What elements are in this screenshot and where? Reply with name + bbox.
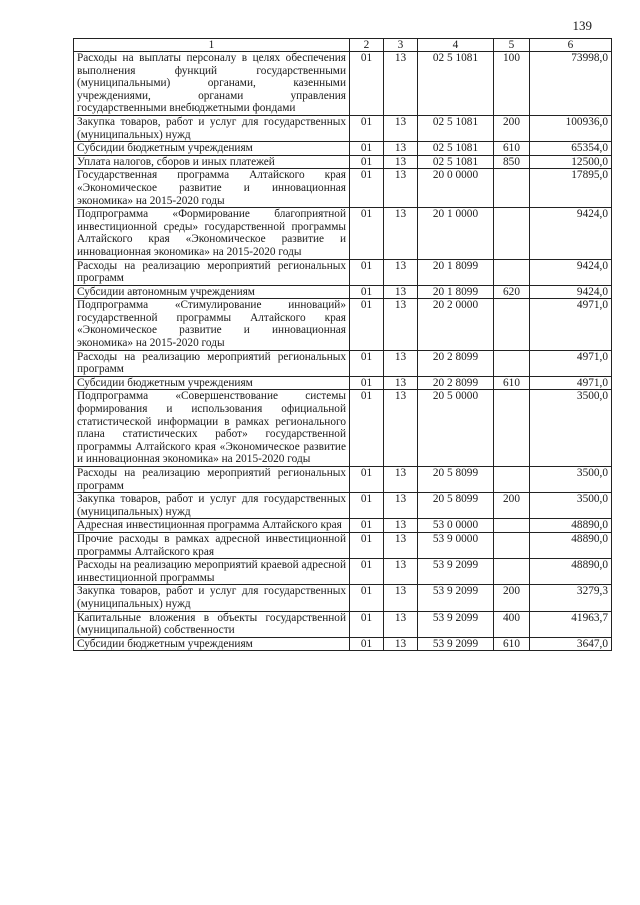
cell-target-item: 20 1 8099 — [418, 285, 494, 299]
cell-name: Закупка товаров, работ и услуг для государственных (муниципальных) нужд — [74, 115, 350, 141]
table-row — [74, 467, 612, 493]
table-row — [74, 52, 612, 116]
cell-expense-type — [494, 169, 530, 208]
cell-expense-type — [494, 390, 530, 467]
cell-expense-type — [494, 519, 530, 533]
cell-amount: 9424,0 — [530, 285, 612, 299]
cell-target-item: 02 5 1081 — [418, 155, 494, 169]
cell-amount: 48890,0 — [530, 559, 612, 585]
table-row — [74, 142, 612, 156]
cell-name: Расходы на реализацию мероприятий региональных программ — [74, 467, 350, 493]
cell-section: 01 — [350, 559, 384, 585]
header-cell-name: 1 — [74, 39, 350, 52]
cell-amount: 12500,0 — [530, 155, 612, 169]
cell-amount: 73998,0 — [530, 52, 612, 116]
cell-subsection: 13 — [384, 155, 418, 169]
table-row — [74, 169, 612, 208]
cell-section: 01 — [350, 169, 384, 208]
cell-target-item: 20 2 0000 — [418, 299, 494, 350]
cell-subsection: 13 — [384, 532, 418, 558]
cell-target-item: 02 5 1081 — [418, 142, 494, 156]
cell-subsection: 13 — [384, 169, 418, 208]
cell-amount: 48890,0 — [530, 519, 612, 533]
cell-amount: 4971,0 — [530, 299, 612, 350]
cell-target-item: 53 9 0000 — [418, 532, 494, 558]
cell-section: 01 — [350, 390, 384, 467]
cell-expense-type — [494, 532, 530, 558]
cell-target-item: 53 9 2099 — [418, 559, 494, 585]
cell-amount: 9424,0 — [530, 208, 612, 259]
cell-amount: 65354,0 — [530, 142, 612, 156]
cell-amount: 3647,0 — [530, 637, 612, 651]
cell-section: 01 — [350, 299, 384, 350]
cell-section: 01 — [350, 376, 384, 390]
cell-name: Подпрограмма «Совершенствование системы формирования и использования официальной статистической информации в рамках регионального плана статистических работ» государственной программы Алтайского края «Экономическое развитие и инновационная экономика» на 2015-2020 годы — [74, 390, 350, 467]
cell-section: 01 — [350, 285, 384, 299]
cell-amount: 4971,0 — [530, 376, 612, 390]
cell-expense-type: 400 — [494, 611, 530, 637]
cell-target-item: 53 9 2099 — [418, 637, 494, 651]
cell-name: Подпрограмма «Стимулирование инноваций» государственной программы Алтайского края «Экономическое развитие и инновационная экономика» на 2015-2020 годы — [74, 299, 350, 350]
cell-target-item: 20 5 8099 — [418, 467, 494, 493]
cell-name: Закупка товаров, работ и услуг для государственных (муниципальных) нужд — [74, 585, 350, 611]
table-row — [74, 115, 612, 141]
table-row — [74, 519, 612, 533]
cell-expense-type: 610 — [494, 637, 530, 651]
cell-expense-type — [494, 559, 530, 585]
table-row — [74, 350, 612, 376]
cell-amount: 4971,0 — [530, 350, 612, 376]
header-cell-amount: 6 — [530, 39, 612, 52]
cell-subsection: 13 — [384, 376, 418, 390]
table-header — [74, 39, 612, 52]
page-number: 139 — [572, 18, 592, 33]
cell-target-item: 53 9 2099 — [418, 585, 494, 611]
cell-expense-type: 620 — [494, 285, 530, 299]
table-row — [74, 299, 612, 350]
cell-subsection: 13 — [384, 519, 418, 533]
table-row — [74, 285, 612, 299]
table-row — [74, 390, 612, 467]
cell-name: Субсидии бюджетным учреждениям — [74, 142, 350, 156]
cell-expense-type — [494, 299, 530, 350]
cell-name: Расходы на реализацию мероприятий региональных программ — [74, 350, 350, 376]
cell-target-item: 53 9 2099 — [418, 611, 494, 637]
cell-amount: 3500,0 — [530, 467, 612, 493]
cell-section: 01 — [350, 493, 384, 519]
table-row — [74, 611, 612, 637]
cell-name: Расходы на реализацию мероприятий региональных программ — [74, 259, 350, 285]
cell-expense-type — [494, 350, 530, 376]
table-row — [74, 637, 612, 651]
header-cell-expense-type: 5 — [494, 39, 530, 52]
cell-subsection: 13 — [384, 350, 418, 376]
cell-subsection: 13 — [384, 52, 418, 116]
header-cell-target-item: 4 — [418, 39, 494, 52]
cell-section: 01 — [350, 259, 384, 285]
cell-name: Подпрограмма «Формирование благоприятной инвестиционной среды» государственной программы Алтайского края «Экономическое развитие и инновационная экономика» на 2015-2020 годы — [74, 208, 350, 259]
cell-target-item: 20 1 8099 — [418, 259, 494, 285]
cell-expense-type: 610 — [494, 142, 530, 156]
cell-section: 01 — [350, 208, 384, 259]
cell-expense-type: 100 — [494, 52, 530, 116]
cell-section: 01 — [350, 637, 384, 651]
cell-target-item: 20 5 8099 — [418, 493, 494, 519]
cell-amount: 3500,0 — [530, 493, 612, 519]
table-row — [74, 559, 612, 585]
cell-expense-type: 610 — [494, 376, 530, 390]
cell-section: 01 — [350, 115, 384, 141]
cell-name: Адресная инвестиционная программа Алтайского края — [74, 519, 350, 533]
cell-section: 01 — [350, 155, 384, 169]
cell-name: Расходы на реализацию мероприятий краевой адресной инвестиционной программы — [74, 559, 350, 585]
cell-expense-type — [494, 208, 530, 259]
cell-subsection: 13 — [384, 637, 418, 651]
cell-expense-type — [494, 259, 530, 285]
table-row — [74, 493, 612, 519]
cell-target-item: 20 5 0000 — [418, 390, 494, 467]
cell-expense-type: 200 — [494, 115, 530, 141]
cell-subsection: 13 — [384, 259, 418, 285]
cell-name: Прочие расходы в рамках адресной инвестиционной программы Алтайского края — [74, 532, 350, 558]
cell-section: 01 — [350, 519, 384, 533]
cell-name: Закупка товаров, работ и услуг для государственных (муниципальных) нужд — [74, 493, 350, 519]
cell-subsection: 13 — [384, 285, 418, 299]
cell-subsection: 13 — [384, 467, 418, 493]
header-cell-section: 2 — [350, 39, 384, 52]
cell-name: Расходы на выплаты персоналу в целях обеспечения выполнения функций государственными (муниципальными) органами, казенными учреждениями, органами управления государственными внебюджетными фондами — [74, 52, 350, 116]
cell-amount: 17895,0 — [530, 169, 612, 208]
cell-name: Капитальные вложения в объекты государственной (муниципальной) собственности — [74, 611, 350, 637]
cell-subsection: 13 — [384, 493, 418, 519]
cell-section: 01 — [350, 532, 384, 558]
cell-subsection: 13 — [384, 115, 418, 141]
cell-subsection: 13 — [384, 142, 418, 156]
cell-target-item: 53 0 0000 — [418, 519, 494, 533]
cell-subsection: 13 — [384, 390, 418, 467]
cell-expense-type: 200 — [494, 585, 530, 611]
cell-target-item: 20 0 0000 — [418, 169, 494, 208]
cell-amount: 3279,3 — [530, 585, 612, 611]
cell-amount: 9424,0 — [530, 259, 612, 285]
cell-amount: 100936,0 — [530, 115, 612, 141]
cell-section: 01 — [350, 585, 384, 611]
cell-amount: 3500,0 — [530, 390, 612, 467]
cell-section: 01 — [350, 467, 384, 493]
cell-target-item: 20 2 8099 — [418, 376, 494, 390]
cell-target-item: 02 5 1081 — [418, 52, 494, 116]
cell-target-item: 20 1 0000 — [418, 208, 494, 259]
cell-name: Государственная программа Алтайского края «Экономическое развитие и инновационная экономика» на 2015-2020 годы — [74, 169, 350, 208]
cell-section: 01 — [350, 350, 384, 376]
cell-expense-type: 850 — [494, 155, 530, 169]
header-row — [74, 39, 612, 52]
cell-section: 01 — [350, 611, 384, 637]
cell-subsection: 13 — [384, 299, 418, 350]
cell-subsection: 13 — [384, 208, 418, 259]
cell-expense-type — [494, 467, 530, 493]
cell-target-item: 20 2 8099 — [418, 350, 494, 376]
cell-section: 01 — [350, 142, 384, 156]
cell-name: Субсидии автономным учреждениям — [74, 285, 350, 299]
cell-subsection: 13 — [384, 559, 418, 585]
table-row — [74, 155, 612, 169]
cell-name: Уплата налогов, сборов и иных платежей — [74, 155, 350, 169]
cell-amount: 41963,7 — [530, 611, 612, 637]
budget-table — [73, 38, 612, 651]
cell-amount: 48890,0 — [530, 532, 612, 558]
table-row — [74, 376, 612, 390]
table-body — [74, 52, 612, 651]
table-row — [74, 259, 612, 285]
table-row — [74, 585, 612, 611]
cell-expense-type: 200 — [494, 493, 530, 519]
cell-target-item: 02 5 1081 — [418, 115, 494, 141]
cell-name: Субсидии бюджетным учреждениям — [74, 637, 350, 651]
cell-name: Субсидии бюджетным учреждениям — [74, 376, 350, 390]
cell-subsection: 13 — [384, 611, 418, 637]
cell-section: 01 — [350, 52, 384, 116]
table-row — [74, 208, 612, 259]
cell-subsection: 13 — [384, 585, 418, 611]
header-cell-subsection: 3 — [384, 39, 418, 52]
table-row — [74, 532, 612, 558]
